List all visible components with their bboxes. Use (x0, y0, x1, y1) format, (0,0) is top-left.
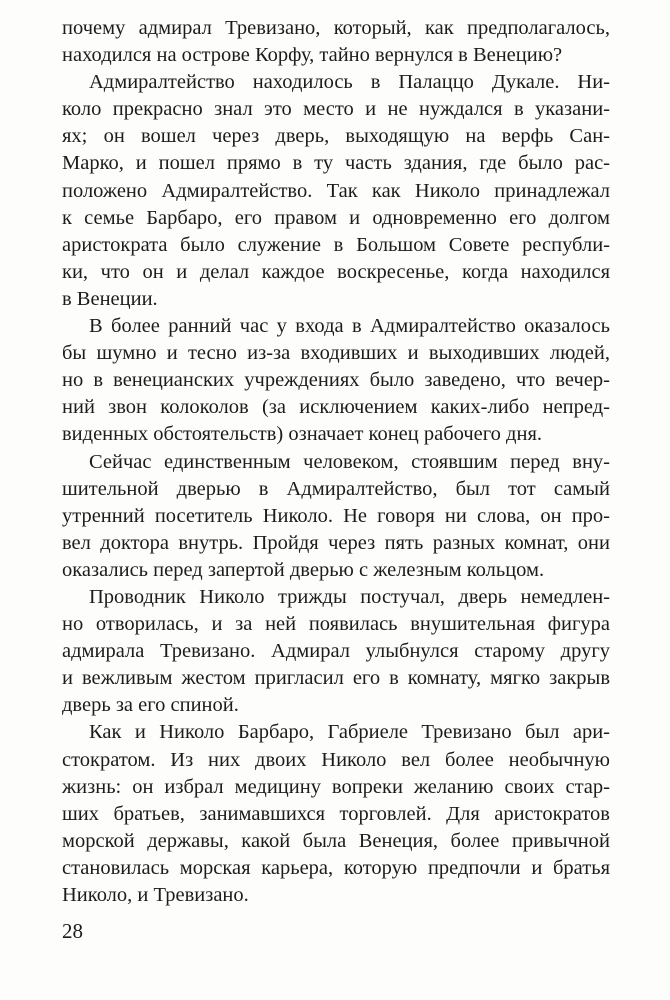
text-line: положено Адмиралтейство. Так как Николо принадлежал (62, 179, 610, 202)
text-line: шительной дверью в Адмиралтейство, был тот самый (62, 477, 610, 500)
text-line: бы шумно и тесно из-за входивших и выходивших людей, (62, 342, 610, 365)
text-line: утренний посетитель Николо. Не говоря ни слова, он про- (62, 504, 610, 527)
text-line: Николо, и Тревизано. (62, 884, 249, 906)
text-line: становилась морская карьера, которую предпочли и братья (62, 856, 610, 879)
text-line: Как и Николо Барбаро, Габриеле Тревизано был ари- (89, 721, 610, 744)
text-line: адмирала Тревизано. Адмирал улыбнулся старому другу (62, 640, 610, 663)
text-line: аристократа было служение в Большом Совете республи- (62, 233, 610, 256)
text-line: ях; он вошел через дверь, выходящую на верфь Сан- (62, 125, 610, 148)
text-line: коло прекрасно знал это место и не нуждался в указани- (62, 98, 610, 121)
text-line: почему адмирал Тревизано, который, как предполагалось, (62, 17, 610, 39)
text-line: виденных обстоятельств) означает конец рабочего дня. (62, 423, 543, 446)
text-line: ших братьев, занимавшихся торговлей. Для аристократов (62, 802, 610, 825)
text-line: Адмиралтейство находилось в Палаццо Дукале. Ни- (89, 71, 610, 94)
text-line: ки, что он и делал каждое воскресенье, когда находился (62, 260, 610, 283)
text-line: оказались перед запертой дверью с железным кольцом. (62, 558, 545, 581)
text-line: но в венецианских учреждениях было заведено, что вечер- (62, 369, 610, 392)
text-line: морской державы, какой была Венеция, более привычной (62, 829, 610, 852)
text-line: вел доктора внутрь. Пройдя через пять разных комнат, они (62, 531, 610, 554)
page-number: 28 (62, 919, 83, 943)
text-line: ний звон колоколов (за исключением каких-либо непред- (62, 396, 610, 419)
text-line: находился на острове Корфу, тайно вернулся в Венецию? (62, 44, 563, 67)
text-line: Проводник Николо трижды постучал, дверь немедлен- (89, 585, 610, 608)
text-line: в Венеции. (62, 287, 158, 310)
text-line: стократом. Из них двоих Николо вел более необычную (62, 748, 610, 771)
text-line: жизнь: он избрал медицину вопреки желанию своих стар- (62, 775, 610, 798)
text-line: Сейчас единственным человеком, стоявшим перед вну- (89, 450, 610, 473)
text-line: Марко, и пошел прямо в ту часть здания, где было рас- (62, 152, 610, 175)
page-text (62, 15, 610, 909)
text-line: и вежливым жестом пригласил его в комнату, мягко закрыв (62, 667, 610, 690)
text-line: но отворилась, и за ней появилась внушительная фигура (62, 613, 610, 636)
text-line: В более ранний час у входа в Адмиралтейство оказалось (89, 315, 610, 338)
text-line: дверь за его спиной. (62, 694, 239, 717)
text-line: к семье Барбаро, его правом и одновременно его долгом (62, 206, 610, 229)
